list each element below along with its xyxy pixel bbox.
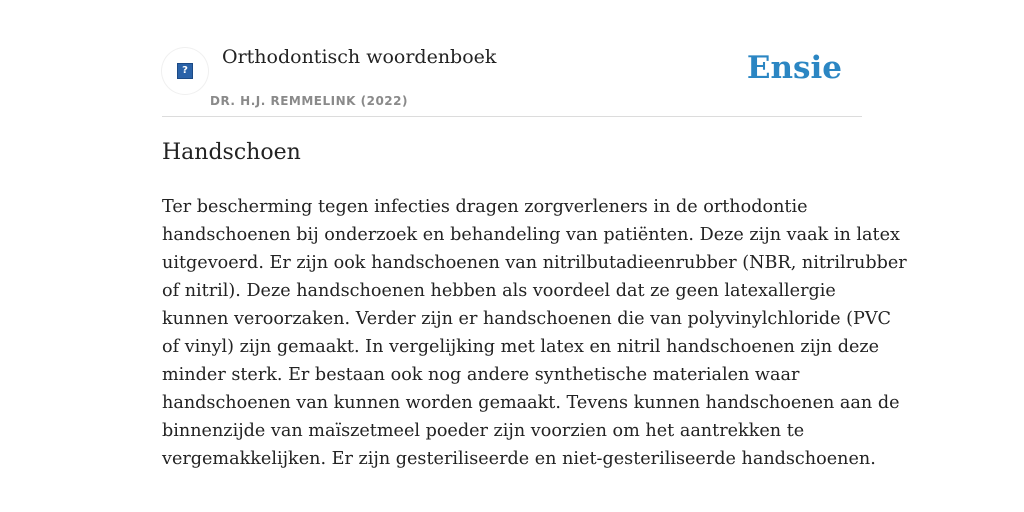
- definition-line: handschoenen bij onderzoek en behandeling van patiënten. Deze zijn vaak in latex: [162, 225, 900, 245]
- definition-line: kunnen veroorzaken. Verder zijn er handschoenen die van polyvinylchloride (PVC: [162, 309, 891, 329]
- definition-line: of vinyl) zijn gemaakt. In vergelijking met latex en nitril handschoenen zijn deze: [162, 337, 880, 357]
- definition-line: binnenzijde van maïszetmeel poeder zijn voorzien om het aantrekken te: [162, 421, 805, 441]
- ensie-logo[interactable]: Ensie: [746, 50, 842, 86]
- definition-line: handschoenen van kunnen worden gemaakt. Tevens kunnen handschoenen aan de: [162, 393, 900, 413]
- definition-line: Ter bescherming tegen infecties dragen zorgverleners in de orthodontie: [162, 197, 808, 217]
- definition-line: uitgevoerd. Er zijn ook handschoenen van nitrilbutadieenrubber (NBR, nitrilrubber: [162, 253, 907, 273]
- dictionary-header: [162, 40, 862, 117]
- definition-line: minder sterk. Er bestaan ook nog andere synthetische materialen waar: [162, 365, 800, 385]
- definition-line: of nitril). Deze handschoenen hebben als voordeel dat ze geen latexallergie: [162, 281, 836, 301]
- entry-title: Handschoen: [162, 140, 301, 165]
- entry-definition: [162, 193, 907, 473]
- definition-line: vergemakkelijken. Er zijn gesteriliseerde en niet-gesteriliseerde handschoenen.: [162, 449, 876, 469]
- dictionary-author: DR. H.J. REMMELINK (2022): [210, 94, 408, 108]
- dictionary-title[interactable]: Orthodontisch woordenboek: [222, 46, 497, 68]
- book-icon: ?: [177, 63, 193, 79]
- dictionary-cover-thumbnail[interactable]: [162, 48, 208, 94]
